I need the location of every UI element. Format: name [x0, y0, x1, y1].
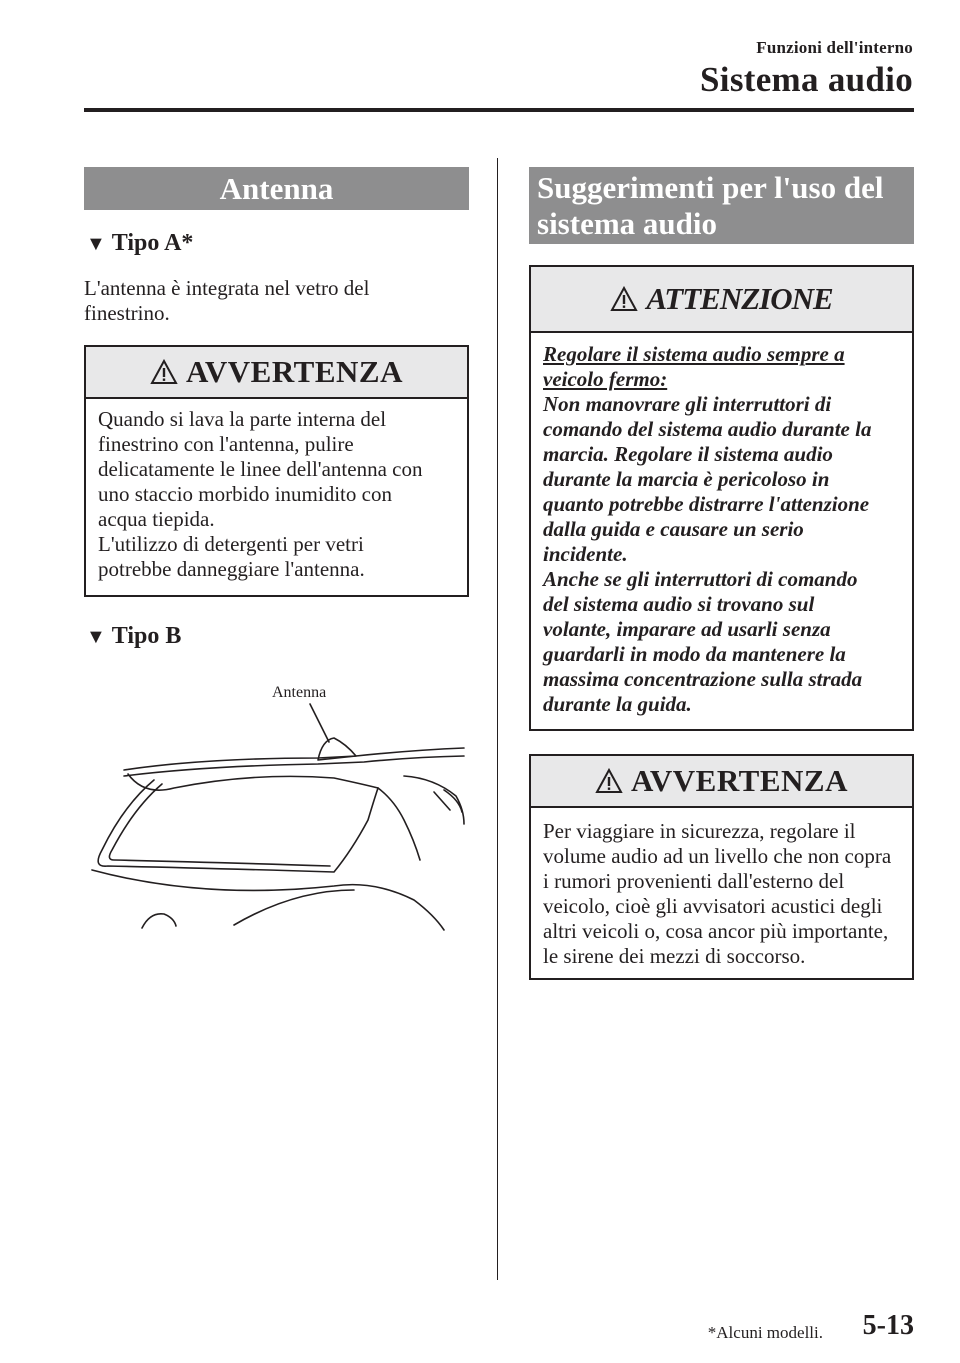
column-divider	[497, 158, 498, 1280]
text-line: marcia. Regolare il sistema audio	[543, 442, 833, 466]
warning-box-body	[531, 808, 912, 969]
subheading-tipo-a	[86, 230, 193, 257]
text-line: guardarli in modo da mantenere la	[543, 642, 846, 666]
text-line: Non manovrare gli interruttori di	[543, 392, 832, 416]
text-line: acqua tiepida.	[98, 507, 215, 531]
text-line: Quando si lava la parte interna del	[98, 407, 387, 431]
header-section: Funzioni dell'interno	[756, 38, 913, 57]
text-line: potrebbe danneggiare l'antenna.	[98, 557, 365, 581]
rear-antenna-illustration	[84, 700, 474, 935]
text-line: delicatamente le linee dell'antenna con	[98, 457, 423, 481]
warning-box-header	[531, 756, 912, 808]
text-line: Per viaggiare in sicurezza, regolare il	[543, 819, 856, 843]
footnote: *Alcuni modelli.	[707, 1323, 823, 1342]
header-rule	[84, 108, 914, 112]
text-line: Anche se gli interruttori di comando	[543, 567, 858, 591]
page-number: 5-13	[862, 1310, 914, 1341]
warning-triangle-icon	[150, 359, 178, 385]
page-title: Sistema audio	[700, 60, 913, 99]
text-line: altri veicoli o, cosa ancor più importante,	[543, 919, 889, 943]
subheading-tipo-a-text: Tipo A*	[111, 230, 194, 256]
heading-line: Suggerimenti per l'uso del	[537, 170, 884, 205]
warning-box-header	[86, 347, 467, 399]
figure-label-antenna: Antenna	[272, 684, 327, 701]
text-line: finestrino con l'antenna, pulire	[98, 432, 354, 456]
text-line: dalla guida e causare un serio	[543, 517, 804, 541]
text-line: L'utilizzo di detergenti per vetri	[98, 532, 364, 556]
text-line: massima concentrazione sulla strada	[543, 667, 863, 691]
text-line: i rumori provenienti dall'esterno del	[543, 869, 845, 893]
text-line: comando del sistema audio durante la	[543, 417, 872, 441]
warning-box-audio	[529, 754, 914, 980]
warning-label: AVVERTENZA	[186, 354, 403, 389]
triangle-bullet-icon: ▼	[86, 626, 106, 648]
caution-box-header	[531, 267, 912, 333]
tipo-a-description	[84, 276, 474, 326]
text-line: veicolo, cioè gli avvisatori acustici degli	[543, 894, 883, 918]
text-line: incidente.	[543, 542, 628, 566]
text-line: quanto potrebbe distrarre l'attenzione	[543, 492, 870, 516]
section-heading-suggerimenti	[529, 167, 914, 244]
text-line: L'antenna è integrata nel vetro del	[84, 276, 370, 300]
caution-label: ATTENZIONE	[646, 281, 833, 316]
text-line-underlined: veicolo fermo:	[543, 367, 668, 391]
text-line: durante la marcia è pericoloso in	[543, 467, 830, 491]
warning-triangle-icon	[595, 768, 623, 794]
text-line: del sistema audio si trovano sul	[543, 592, 815, 616]
section-heading-antenna: Antenna	[84, 167, 469, 210]
text-line-underlined: Regolare il sistema audio sempre a	[543, 342, 845, 366]
subheading-tipo-b	[86, 623, 181, 650]
text-line: finestrino.	[84, 301, 170, 325]
text-line: le sirene dei mezzi di soccorso.	[543, 944, 806, 968]
caution-box-body	[531, 333, 912, 717]
warning-triangle-icon	[610, 286, 638, 312]
warning-label: AVVERTENZA	[631, 763, 848, 798]
text-line: volume audio ad un livello che non copra	[543, 844, 892, 868]
subheading-tipo-b-text: Tipo B	[111, 623, 182, 649]
text-line: uno staccio morbido inumidito con	[98, 482, 392, 506]
text-line: durante la guida.	[543, 692, 692, 716]
warning-box-antenna	[84, 345, 469, 597]
heading-line: sistema audio	[537, 206, 717, 241]
text-line: volante, imparare ad usarli senza	[543, 617, 831, 641]
warning-box-body	[86, 399, 467, 582]
triangle-bullet-icon: ▼	[86, 233, 106, 255]
caution-box	[529, 265, 914, 731]
